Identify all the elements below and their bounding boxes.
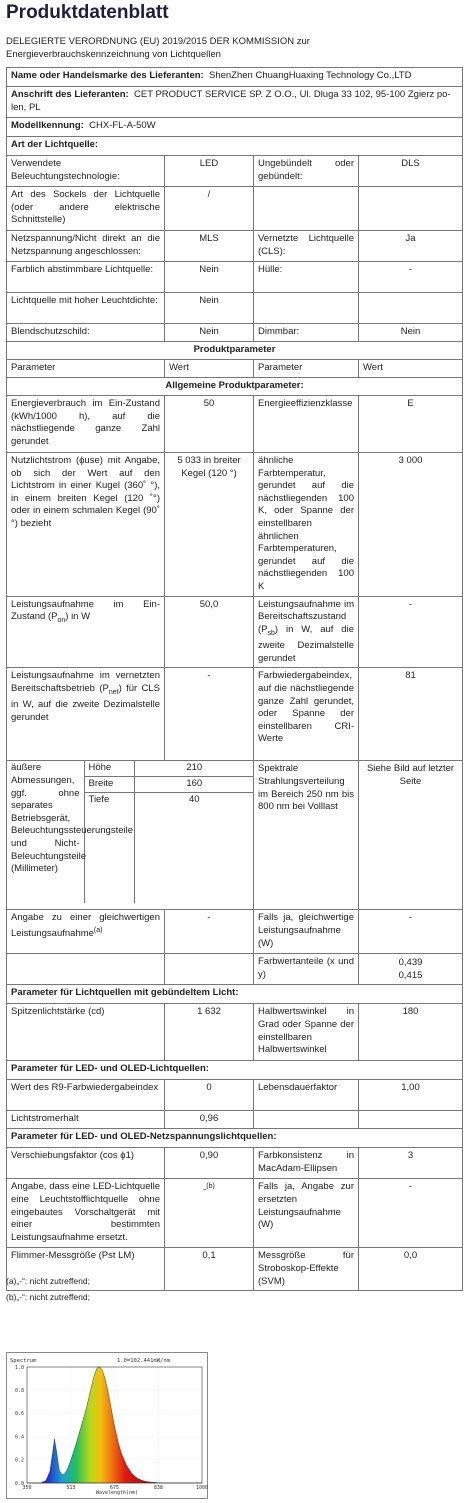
param-value: - (359, 1179, 463, 1248)
dimension-value: 160 (134, 777, 254, 793)
footnotes (6, 1273, 90, 1305)
param-label: Angabe zu einer gleichwertigen Leistungsaufnahme$^{(a)}$ (7, 910, 165, 954)
y-tick-label: 0.0 (14, 1480, 24, 1487)
model-value: CHX-FL-A-50W (89, 120, 156, 131)
model-label: Modellkennung: (11, 120, 84, 131)
chromaticity-row (7, 954, 463, 985)
param-label: Spektrale Strahlungsverteilung im Bereich 250 nm bis 800 nm bei Volllast (254, 761, 359, 910)
general-param-row (7, 668, 463, 761)
param-label: Flimmer-Messgröße (Pst LM) (7, 1248, 165, 1291)
column-header-wert: Wert (359, 360, 463, 378)
light-source-label: Ungebündelt oder gebündelt: (254, 156, 359, 187)
equivalent-power-row (7, 910, 463, 954)
product-params-header-row (7, 342, 463, 360)
param-label: Nutzlichtstrom (ϕuse) mit Angabe, ob sich der Wert auf den Lichtstrom in einer Kugel (360˚ °), in einem breiten Kegel (120 ˚°) oder in einem schmalen Kegel (90˚ °) bezieht (7, 453, 165, 597)
param-label: Farbwiedergabeindex, auf die nächstliegende ganze Zahl gerundet, oder Spanne der einstellbaren CRI-Werte (254, 668, 359, 761)
param-value: 0 (165, 1080, 254, 1111)
param-value: 81 (359, 668, 463, 761)
light-source-row (7, 262, 463, 293)
column-header-wert: Wert (165, 360, 254, 378)
directional-row (7, 1004, 463, 1061)
x-axis-label: Wavelength(nm) (95, 1490, 139, 1496)
mains-row (7, 1179, 463, 1248)
light-source-value: Nein (165, 324, 254, 342)
param-value: - (165, 910, 254, 954)
param-label (254, 1111, 359, 1129)
light-source-row (7, 231, 463, 262)
param-label: Leistungsaufnahme im Bereitschaftszustand $(P_{sb})$ in W, auf die zweite Dezimalstelle gerundet (254, 596, 359, 668)
param-value (359, 1111, 463, 1129)
directional-header-row (7, 985, 463, 1004)
regulation-intro: DELEGIERTE VERORDNUNG (EU) 2019/2015 DER KOMMISSION zur Energieverbrauchskennzeichnung von Lichtquellen (6, 36, 310, 60)
dimension-value: 40 (134, 793, 254, 904)
light-source-label: Lichtquelle mit hoher Leuchtdichte: (7, 293, 165, 324)
param-value: 50 (165, 396, 254, 453)
led-header-row (7, 1061, 463, 1080)
x-tick-label: 838 (153, 1485, 163, 1491)
led-row (7, 1080, 463, 1111)
light-source-row (7, 324, 463, 342)
dimension-name: Höhe (84, 761, 134, 776)
y-tick-label: 0.8 (14, 1388, 24, 1394)
supplier-address-label: Anschrift des Lieferanten: (11, 89, 129, 100)
param-label: Leistungsaufnahme im Ein-Zustand $(P_{on})$ in W (7, 596, 165, 668)
param-label: Lichtstromerhalt (7, 1111, 165, 1129)
light-source-value (359, 187, 463, 231)
light-source-value: - (359, 262, 463, 293)
light-source-value (359, 293, 463, 324)
param-label: Falls ja, Angabe zur ersetzten Leistungsaufnahme (W) (254, 1179, 359, 1248)
param-label: Energieverbrauch im Ein-Zustand (kWh/1000 h), auf die nächstliegende ganze Zahl gerundet (7, 396, 165, 453)
light-source-header-row (7, 137, 463, 156)
chart-annotation: 1.0=102.441mW/nm (117, 1358, 170, 1364)
light-source-label: Art des Sockels der Lichtquelle (oder andere elektrische Schnittstelle) (7, 187, 165, 231)
param-value: Siehe Bild auf letzter Seite (359, 761, 463, 910)
light-source-row (7, 156, 463, 187)
light-source-label: Blendschutzschild: (7, 324, 165, 342)
param-value: - (165, 668, 254, 761)
light-source-value: MLS (165, 231, 254, 262)
param-label: ähnliche Farbtemperatur, gerundet auf die nächstliegenden 100 K, oder Spanne der einstellbaren ähnlichen Farbtemperaturen, gerundet auf die nächstliegenden 100 K (254, 453, 359, 597)
chromaticity-y: 0,415 (398, 969, 423, 981)
dimensions-label: äußere Abmessungen, ggf. ohne separates Betriebsgerät, Beleuchtungssteuerungsteile und Nicht-Beleuchtungsteile (Millimeter) (7, 761, 84, 903)
param-label: Falls ja, gleichwertige Leistungsaufnahme (W) (254, 910, 359, 954)
dimension-name: Tiefe (88, 794, 110, 806)
light-source-value: Nein (359, 324, 463, 342)
general-params-header: Allgemeine Produktparameter: (7, 378, 463, 396)
param-value: E (359, 396, 463, 453)
footnote-a: (a)„-“: nicht zutreffend; (6, 1276, 90, 1286)
param-value: 5 033 in breiter Kegel (120 °) (165, 453, 254, 597)
mains-row (7, 1148, 463, 1179)
param-value: 0,96 (165, 1111, 254, 1129)
param-value: 3 (359, 1148, 463, 1179)
param-value (359, 954, 463, 985)
param-label: Leistungsaufnahme im vernetzten Bereitschaftsbetrieb $(P_{net})$ für CLS in W, auf die zweite Dezimalstelle gerundet (7, 668, 165, 761)
y-tick-label: 0.6 (14, 1411, 24, 1418)
light-source-value: / (165, 187, 254, 231)
general-param-row (7, 596, 463, 668)
y-tick-label: 0.2 (14, 1457, 24, 1464)
light-source-label: Dimmbar: (254, 324, 359, 342)
chromaticity-x: 0,439 (398, 957, 423, 969)
y-tick-label: 1.0 (14, 1364, 24, 1371)
light-source-label (254, 187, 359, 231)
light-source-value: Nein (165, 262, 254, 293)
column-header-parameter: Parameter (7, 360, 165, 378)
dimension-value: 210 (134, 761, 254, 776)
param-value: -$^{(b)}$ (165, 1179, 254, 1248)
general-param-row (7, 396, 463, 453)
mains-header-row (7, 1129, 463, 1148)
product-params-header: Produktparameter (7, 342, 463, 360)
x-tick-label: 350 (22, 1485, 32, 1491)
param-value: 50,0 (165, 596, 254, 668)
mains-header: Parameter für LED- und OLED-Netzspannungslichtquellen: (7, 1129, 463, 1148)
column-header-parameter: Parameter (254, 360, 359, 378)
chart-top-label: Spectrum (10, 1358, 37, 1364)
light-source-label: Vernetzte Lichtquelle (CLS): (254, 231, 359, 262)
light-source-value: Nein (165, 293, 254, 324)
light-source-label: Hülle: (254, 262, 359, 293)
light-source-row (7, 187, 463, 231)
x-tick-label: 675 (109, 1485, 120, 1491)
param-value: 0,0 (359, 1248, 463, 1291)
param-label: Farbwertanteile (x und y) (254, 954, 359, 985)
light-source-label: Netzspannung/Nicht direkt an die Netzspannung angeschlossen: (7, 231, 165, 262)
spectrum-chart (6, 1352, 208, 1499)
dimensions-cell (7, 761, 254, 910)
light-source-label: Farblich abstimmbare Lichtquelle: (7, 262, 165, 293)
param-value: - (359, 910, 463, 954)
supplier-address-row (7, 87, 463, 118)
light-source-label (254, 293, 359, 324)
param-label: Farbkonsistenz in MacAdam-Ellipsen (254, 1148, 359, 1179)
general-header-row (7, 378, 463, 396)
supplier-name-row (7, 68, 463, 87)
param-label: Verschiebungsfaktor (cos ϕ1) (7, 1148, 165, 1179)
param-label: Lebensdauerfaktor (254, 1080, 359, 1111)
param-value: 3 000 (359, 453, 463, 597)
param-value: 0,90 (165, 1148, 254, 1179)
spectrum-chart-svg (7, 1353, 207, 1498)
y-tick-label: 0.4 (14, 1434, 24, 1441)
param-value: - (359, 596, 463, 668)
param-label: Spitzenlichtstärke (cd) (7, 1004, 165, 1061)
page-title: Produktdatenblatt (6, 2, 169, 23)
supplier-address-value: CET PRODUCT SERVICE SP. Z O.O., Ul. Dluga 33 102, 95-100 Zgierz po-len, PL (11, 89, 451, 113)
led-row (7, 1111, 463, 1129)
dimension-name: Breite (84, 777, 134, 793)
param-label: Energieeffizienzklasse (254, 396, 359, 453)
param-label: Wert des R9-Farbwiedergabeindex (7, 1080, 165, 1111)
supplier-name-value: ShenZhen ChuangHuaxing Technology Co.,LTD (209, 70, 412, 81)
light-source-label: Verwendete Beleuchtungstechnologie: (7, 156, 165, 187)
dimensions-row (7, 761, 463, 910)
light-source-header: Art der Lichtquelle: (7, 137, 463, 156)
param-value: 1,00 (359, 1080, 463, 1111)
light-source-row (7, 293, 463, 324)
light-source-value: Ja (359, 231, 463, 262)
x-tick-label: 1000 (195, 1485, 209, 1491)
light-source-value: DLS (359, 156, 463, 187)
param-label: Halbwertswinkel in Grad oder Spanne der einstellbaren Halbwertswinkel (254, 1004, 359, 1061)
led-header: Parameter für LED- und OLED-Lichtquellen: (7, 1061, 463, 1080)
param-value: 1 632 (165, 1004, 254, 1061)
supplier-name-label: Name oder Handelsmarke des Lieferanten: (11, 70, 204, 81)
column-header-row (7, 360, 463, 378)
dimensions-table (7, 761, 254, 903)
general-param-row (7, 453, 463, 597)
param-label: Angabe, dass eine LED-Lichtquelle eine Leuchtstofflichtquelle ohne eingebautes Vorschaltgerät mit einer bestimmten Leistungsaufnahme ersetzt. (7, 1179, 165, 1248)
param-value: 0,1 (165, 1248, 254, 1291)
x-tick-label: 513 (66, 1485, 76, 1491)
spec-table (6, 67, 463, 1291)
directional-header: Parameter für Lichtquellen mit gebündeltem Licht: (7, 985, 463, 1004)
footnote-b: (b)„-“: nicht zutreffend; (6, 1292, 90, 1302)
param-value: 180 (359, 1004, 463, 1061)
param-label: Messgröße für Stroboskop-Effekte (SVM) (254, 1248, 359, 1291)
light-source-value: LED (165, 156, 254, 187)
model-row (7, 118, 463, 137)
